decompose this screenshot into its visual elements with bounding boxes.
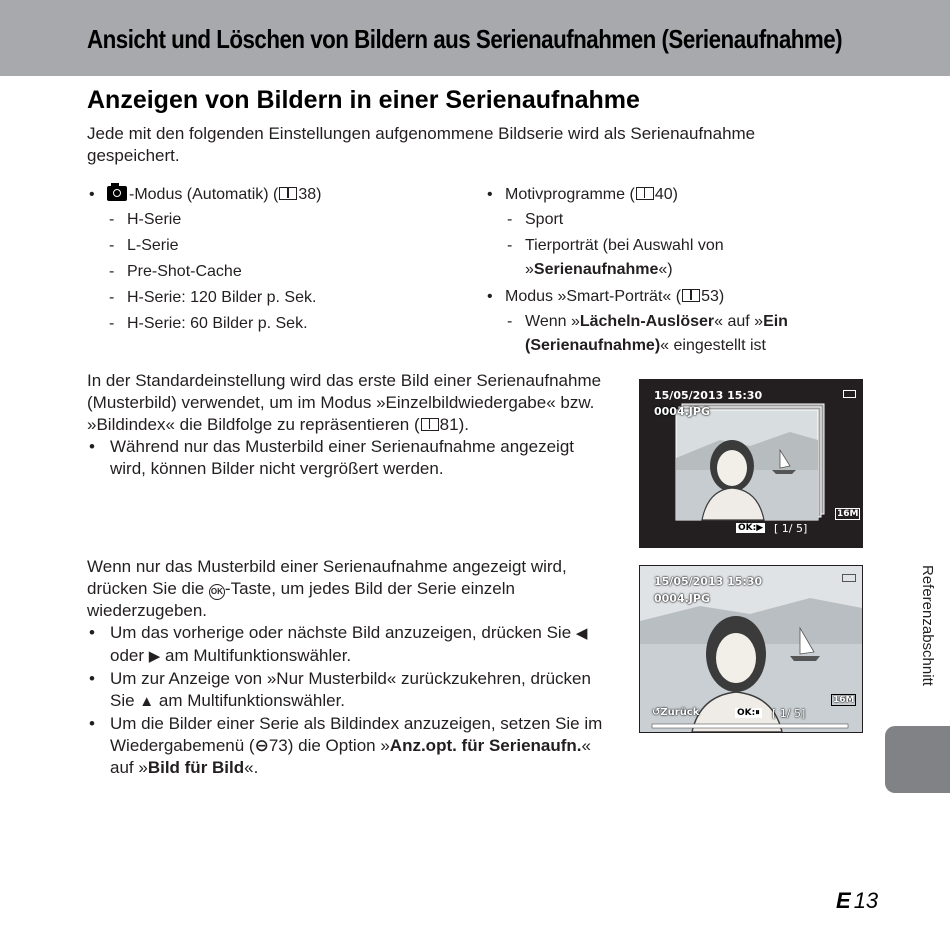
list-item: - L-Serie — [87, 234, 467, 258]
list-item: - H-Serie: 60 Bilder p. Sek. — [87, 312, 467, 336]
frame-counter: [ 1/ 5] — [774, 522, 808, 535]
ok-play-hint: OK:▶ — [738, 523, 764, 533]
book-reference-icon — [279, 187, 297, 200]
list-item: • Während nur das Musterbild einer Serienaufnahme angezeigt wird, können Bilder nicht vergrößert werden. — [87, 436, 607, 480]
left-arrow-icon: ◀ — [575, 625, 588, 642]
ok-paragraph: Wenn nur das Musterbild einer Serienaufnahme angezeigt wird, drücken Sie die OK -Taste, um jedes Bild der Serie einzeln wiederzugeben. — [87, 557, 567, 620]
datetime-readout: 15/05/2013 15:30 — [654, 389, 763, 402]
pause-icon: ⏸ — [755, 708, 760, 718]
right-settings-list — [485, 182, 805, 360]
right-arrow-icon: ▶ — [148, 648, 161, 665]
ok-button-block — [87, 556, 617, 779]
list-item: - Tierporträt (bei Auswahl von »Serienaufnahme«) — [485, 234, 805, 282]
battery-icon — [843, 390, 856, 398]
intro-paragraph: Jede mit den folgenden Einstellungen aufgenommene Bildserie wird als Serienaufnahme gespeichert. — [87, 124, 756, 165]
list-item: - H-Serie — [87, 208, 467, 232]
list-item: • Um zur Anzeige von »Nur Musterbild« zurückzukehren, drücken Sie ▲ am Multifunktionswähler. — [87, 668, 617, 713]
side-section-tab — [885, 726, 950, 793]
filename-readout: 0004.JPG — [654, 405, 710, 418]
back-hint: ↺Zurück — [652, 707, 700, 718]
ok-edit-hint: OK:⏸ — [737, 708, 760, 718]
book-reference-icon — [636, 187, 654, 200]
page-header-title: Ansicht und Löschen von Bildern aus Serienaufnahmen (Serienaufnahme) — [87, 24, 843, 54]
camera-icon — [107, 186, 127, 201]
filename-readout: 0004.JPG — [654, 592, 710, 605]
list-item: - Sport — [485, 208, 805, 232]
book-reference-icon — [421, 418, 439, 431]
image-size-badge: 16M — [837, 509, 859, 519]
book-reference-icon — [682, 289, 700, 302]
list-item: • Um die Bilder einer Serie als Bildindex anzuzeigen, setzen Sie im Wiedergabemenü (⊖73) die Option »Anz.opt. für Serienaufn.« auf »Bild für Bild«. — [87, 713, 617, 779]
list-item: - Wenn »Lächeln-Auslöser« auf »Ein (Serienaufnahme)« eingestellt ist — [485, 310, 805, 358]
list-item: • Modus »Smart-Porträt« ( 53) — [485, 284, 805, 310]
list-item: - H-Serie: 120 Bilder p. Sek. — [87, 286, 467, 310]
section-title: Anzeigen von Bildern in einer Serienaufnahme — [87, 86, 640, 114]
reference-e-icon: E — [836, 888, 851, 913]
left-settings-list — [87, 182, 467, 338]
datetime-readout: 15/05/2013 15:30 — [654, 575, 763, 588]
camera-screen-single-frame — [639, 565, 863, 733]
frame-counter: [ 1/ 5] — [772, 707, 806, 720]
image-size-badge: 16M — [833, 695, 855, 705]
ok-button-icon: OK — [209, 584, 225, 600]
up-arrow-icon: ▲ — [139, 693, 155, 710]
list-item: - Pre-Shot-Cache — [87, 260, 467, 284]
side-section-label: Referenzabschnitt — [919, 565, 936, 686]
list-item: • Um das vorherige oder nächste Bild anzuzeigen, drücken Sie ◀ oder ▶ am Multifunktionswähler. — [87, 622, 617, 668]
reference-e-icon: ⊖ — [254, 736, 269, 755]
battery-icon — [842, 574, 856, 582]
camera-screen-sequence — [639, 379, 863, 548]
list-item: • -Modus (Automatik) ( 38) — [87, 182, 467, 208]
musterbild-paragraph: In der Standardeinstellung wird das erste Bild einer Serienaufnahme (Musterbild) verwendet, um im Modus »Einzelbildwiedergabe« bzw. »Bildindex« die Bildfolge zu repräsentieren ( 81). — [87, 371, 602, 434]
musterbild-block — [87, 370, 607, 480]
page-number: E 13 — [836, 888, 879, 913]
list-item: • Motivprogramme ( 40) — [485, 182, 805, 208]
